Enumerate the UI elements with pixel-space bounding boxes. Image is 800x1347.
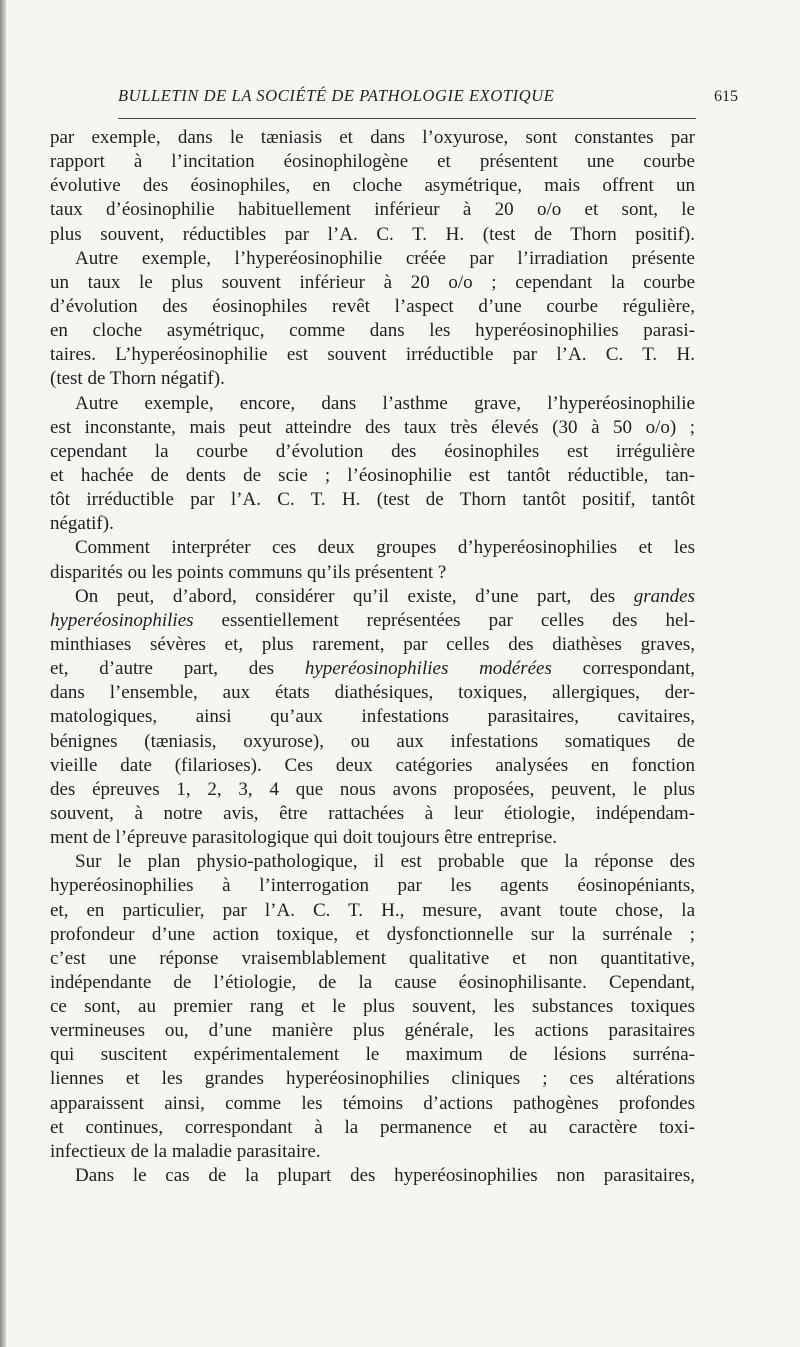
paragraph-end-line: (test de Thorn négatif). bbox=[50, 368, 225, 390]
text-line: vieille date (filarioses). Ces deux catégories analysées en fonction bbox=[50, 754, 695, 776]
page-number: 615 bbox=[714, 88, 738, 105]
text-line: plus souvent, réductibles par l’A. C. T. H. (test de Thorn positif). bbox=[50, 223, 695, 245]
paragraph-start-line: Sur le plan physio-pathologique, il est probable que la réponse des bbox=[75, 851, 695, 873]
text-segment: correspondant, bbox=[582, 658, 695, 680]
paragraph-start-line: Autre exemple, encore, dans l’asthme grave, l’hyperéosinophilie bbox=[75, 392, 695, 414]
text-line: et, en particulier, par l’A. C. T. H., mesure, avant toute chose, la bbox=[50, 899, 695, 921]
text-line: taires. L’hyperéosinophilie est souvent irréductible par l’A. C. T. H. bbox=[50, 344, 695, 366]
text-line: taux d’éosinophilie habituellement inférieur à 20 o/o et sont, le bbox=[50, 199, 695, 221]
text-line: liennes et les grandes hyperéosinophilies cliniques ; ces altérations bbox=[50, 1068, 695, 1090]
text-line: rapport à l’incitation éosinophilogène et présentent une courbe bbox=[50, 151, 695, 173]
text-line: par exemple, dans le tæniasis et dans l’oxyurose, sont constantes par bbox=[50, 127, 695, 148]
text-line: d’évolution des éosinophiles revêt l’aspect d’une courbe régulière, bbox=[50, 295, 695, 317]
paragraph-end-line: disparités ou les points communs qu’ils présentent ? bbox=[50, 561, 447, 583]
text-line: est inconstante, mais peut atteindre des taux très élevés (30 à 50 o/o) ; bbox=[50, 416, 695, 438]
paragraph-end-line: ment de l’épreuve parasitologique qui doit toujours être entreprise. bbox=[50, 827, 558, 849]
text-segment: essentiellement représentées par celles des hel- bbox=[221, 609, 695, 631]
text-line: c’est une réponse vraisemblablement qualitative et non quantitative, bbox=[50, 947, 695, 969]
text-line: profondeur d’une action toxique, et dysfonctionnelle sur la surrénale ; bbox=[50, 923, 695, 945]
paragraph-start-line bbox=[50, 585, 695, 609]
text-segment: On peut, d’abord, considérer qu’il existe, d’une part, des bbox=[75, 585, 616, 607]
text-line: matologiques, ainsi qu’aux infestations parasitaires, cavitaires, bbox=[50, 706, 695, 728]
paragraph-start-line: Dans le cas de la plupart des hyperéosinophilies non parasitaires, bbox=[75, 1165, 695, 1187]
text-line: et continues, correspondant à la permanence et au caractère toxi- bbox=[50, 1116, 695, 1138]
italic-term: hyperéosinophilies bbox=[50, 609, 194, 631]
header-rule bbox=[118, 118, 696, 119]
text-line: souvent, à notre avis, être rattachées à leur étiologie, indépendam- bbox=[50, 802, 695, 824]
text-line: indépendante de l’étiologie, de la cause éosinophilisante. Cependant, bbox=[50, 971, 695, 993]
text-line bbox=[50, 609, 695, 633]
running-title: BULLETIN DE LA SOCIÉTÉ DE PATHOLOGIE EXOTIQUE bbox=[118, 86, 555, 105]
italic-term: hyperéosinophilies modérées bbox=[304, 658, 552, 680]
text-line: en cloche asymétriquc, comme dans les hyperéosinophilies parasi- bbox=[50, 320, 695, 342]
text-line: évolutive des éosinophiles, en cloche asymétrique, mais offrent un bbox=[50, 175, 695, 197]
text-line: un taux le plus souvent inférieur à 20 o/o ; cependant la courbe bbox=[50, 271, 695, 293]
text-line: qui suscitent expérimentalement le maximum de lésions surréna- bbox=[50, 1044, 695, 1066]
paragraph-end-line: négatif). bbox=[50, 513, 114, 535]
page-edge-shadow bbox=[0, 0, 6, 1347]
text-segment: et, d’autre part, des bbox=[50, 658, 275, 680]
text-line bbox=[50, 657, 695, 681]
text-line: tôt irréductible par l’A. C. T. H. (test de Thorn tantôt positif, tantôt bbox=[50, 489, 695, 511]
text-line: cependant la courbe d’évolution des éosinophiles est irrégulière bbox=[50, 440, 695, 462]
text-line: bénignes (tæniasis, oxyurose), ou aux infestations somatiques de bbox=[50, 730, 695, 752]
text-line: des épreuves 1, 2, 3, 4 que nous avons proposées, peuvent, le plus bbox=[50, 778, 695, 800]
text-line: vermineuses ou, d’une manière plus générale, les actions parasitaires bbox=[50, 1020, 695, 1042]
paragraph-end-line: infectieux de la maladie parasitaire. bbox=[50, 1140, 321, 1162]
italic-term: grandes bbox=[633, 585, 695, 607]
text-line: apparaissent ainsi, comme les témoins d’actions pathogènes profondes bbox=[50, 1092, 695, 1114]
paragraph-start-line: Autre exemple, l’hyperéosinophilie créée par l’irradiation présente bbox=[75, 247, 695, 269]
text-line: minthiases sévères et, plus rarement, par celles des diathèses graves, bbox=[50, 633, 695, 655]
text-line: dans l’ensemble, aux états diathésiques, toxiques, allergiques, der- bbox=[50, 682, 695, 704]
text-line: hyperéosinophilies à l’interrogation par les agents éosinopéniants, bbox=[50, 875, 695, 897]
paragraph-start-line: Comment interpréter ces deux groupes d’hyperéosinophilies et les bbox=[75, 537, 695, 559]
text-line: et hachée de dents de scie ; l’éosinophilie est tantôt réductible, tan- bbox=[50, 464, 695, 486]
body-text bbox=[50, 126, 695, 1188]
text-line: ce sont, au premier rang et le plus souvent, les substances toxiques bbox=[50, 996, 695, 1018]
page-header bbox=[118, 86, 738, 110]
